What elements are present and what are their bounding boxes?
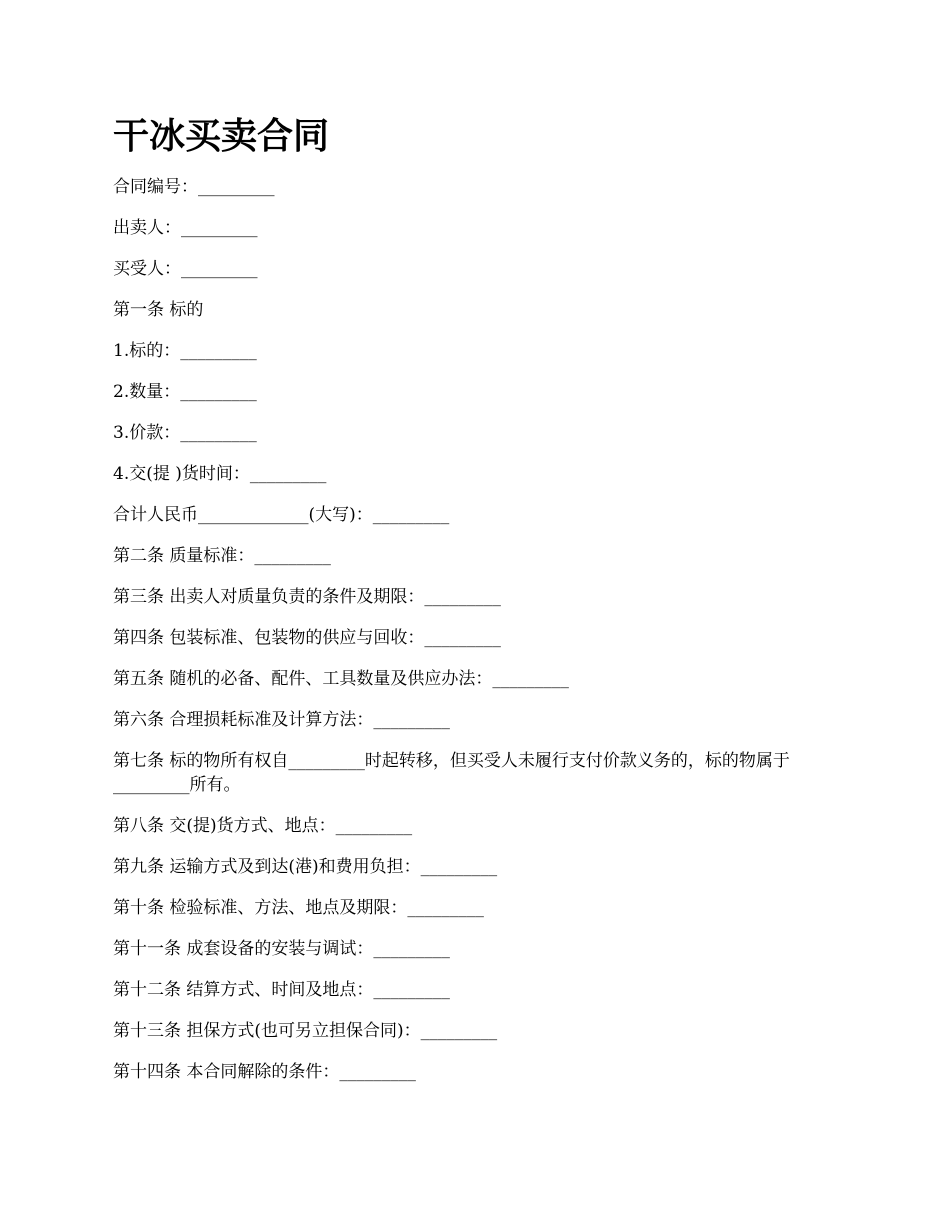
article-7-line: 第七条 标的物所有权自_________时起转移，但买受人未履行支付价款义务的，标的物属于_________所有。: [113, 751, 790, 795]
buyer-line: 买受人：_________: [113, 259, 258, 279]
article-5-line: 第五条 随机的必备、配件、工具数量及供应办法：_________: [113, 669, 569, 689]
article-3-line: 第三条 出卖人对质量负责的条件及期限：_________: [113, 587, 501, 607]
contract-number-line: 合同编号：_________: [113, 177, 275, 197]
article-11-line: 第十一条 成套设备的安装与调试：_________: [113, 939, 450, 959]
seller-line: 出卖人：_________: [113, 218, 258, 238]
quantity-line: 2.数量：_________: [113, 382, 257, 402]
article-8-line: 第八条 交(提)货方式、地点：_________: [113, 816, 413, 836]
article-1-heading: 第一条 标的: [113, 300, 204, 320]
subject-item-line: 1.标的：_________: [113, 341, 257, 361]
article-13-line: 第十三条 担保方式(也可另立担保合同)：_________: [113, 1021, 498, 1041]
article-9-line: 第九条 运输方式及到达(港)和费用负担：_________: [113, 857, 498, 877]
document-page: [113, 113, 838, 1101]
total-rmb-line: 合计人民币_____________(大写)：_________: [113, 505, 450, 525]
price-line: 3.价款：_________: [113, 423, 257, 443]
article-2-line: 第二条 质量标准：_________: [113, 546, 331, 566]
article-10-line: 第十条 检验标准、方法、地点及期限：_________: [113, 898, 484, 918]
article-12-line: 第十二条 结算方式、时间及地点：_________: [113, 980, 450, 1000]
article-4-line: 第四条 包装标准、包装物的供应与回收：_________: [113, 628, 501, 648]
article-14-line: 第十四条 本合同解除的条件：_________: [113, 1062, 416, 1082]
article-6-line: 第六条 合理损耗标准及计算方法：_________: [113, 710, 450, 730]
document-title: 干冰买卖合同: [113, 116, 330, 157]
delivery-time-line: 4.交(提 )货时间：_________: [113, 464, 327, 484]
